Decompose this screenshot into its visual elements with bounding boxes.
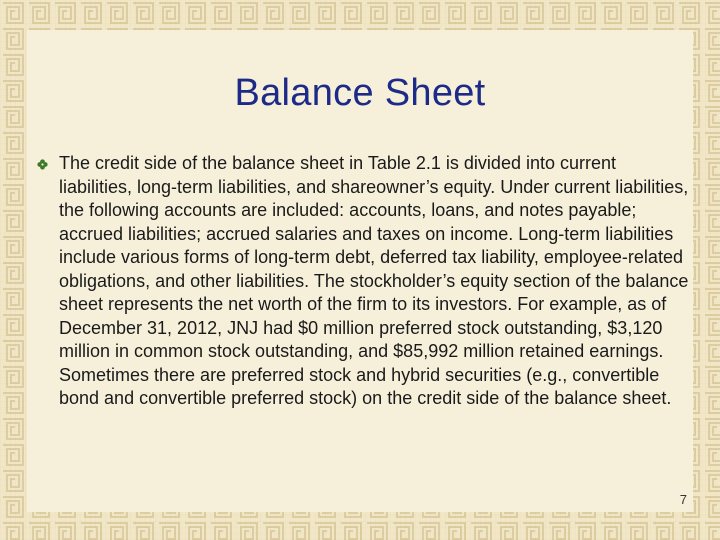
page-number: 7 bbox=[679, 492, 687, 507]
clover-bullet-icon bbox=[37, 159, 48, 170]
bullet-paragraph: The credit side of the balance sheet in Table 2.1 is divided into current liabilities, long-term liabilities, and shareowner’s equity. Under current liabilities, the following accounts are included: accounts, loans, and notes payable; accrued liabilities; accrued salaries and taxes on income. Long-term liabilities include various forms of long-term debt, deferred tax liability, employee-related obligations, and other liabilities. The stockholder’s equity section of the balance sheet represents the net worth of the firm to its investors. For example, as of December 31, 2012, JNJ had $0 million preferred stock outstanding, $3,120 million in common stock outstanding, and $85,992 million retained earnings. Sometimes there are preferred stock and hybrid securities (e.g., convertible bond and convertible preferred stock) on the credit side of the balance sheet. bbox=[59, 153, 689, 408]
slide-title: Balance Sheet bbox=[234, 72, 486, 114]
